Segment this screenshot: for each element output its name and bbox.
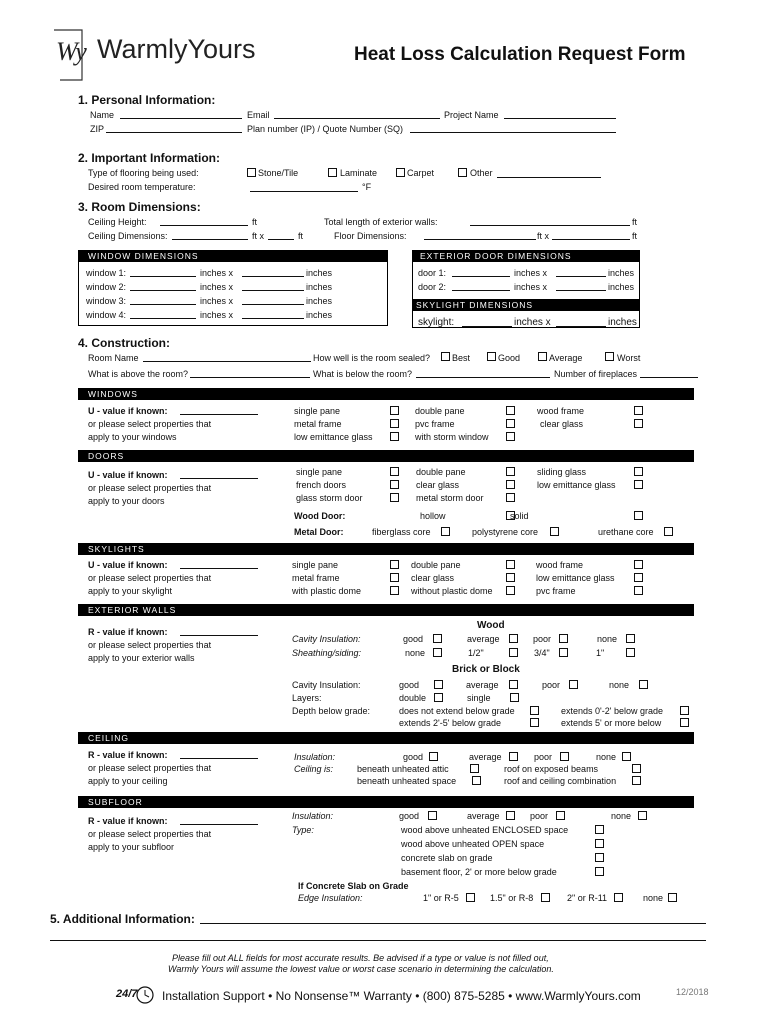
note-line-2: Warmly Yours will assume the lowest value or worst case scenario in determining the calculation. bbox=[168, 964, 554, 974]
form-title: Heat Loss Calculation Request Form bbox=[354, 44, 686, 65]
email-label: Email bbox=[247, 110, 270, 120]
above-field[interactable] bbox=[190, 377, 310, 378]
skylight-option-label: wood frame bbox=[536, 560, 584, 570]
ft-unit: ft bbox=[252, 217, 258, 227]
ceil-none-checkbox[interactable] bbox=[622, 752, 631, 761]
window-dim-label: window 3: bbox=[86, 296, 127, 306]
windows-option-checkbox[interactable] bbox=[390, 419, 399, 428]
windows-option-checkbox[interactable] bbox=[390, 432, 399, 441]
noext-label: does not extend below grade bbox=[399, 706, 515, 716]
window-dim-a-field[interactable] bbox=[130, 276, 196, 277]
windows-option-label: double pane bbox=[415, 406, 465, 416]
doors-option-checkbox[interactable] bbox=[390, 480, 399, 489]
skylight-option-checkbox[interactable] bbox=[506, 573, 515, 582]
sheath-one-checkbox[interactable] bbox=[626, 648, 635, 657]
doors-option-checkbox[interactable] bbox=[634, 467, 643, 476]
skylight-option-label: pvc frame bbox=[536, 586, 576, 596]
window-dim-label: window 1: bbox=[86, 268, 127, 278]
section-personal-heading: 1. Personal Information: bbox=[78, 93, 216, 107]
name-field[interactable] bbox=[120, 118, 242, 119]
windows-value-field[interactable] bbox=[180, 414, 258, 415]
walls-select-label: or please select properties that bbox=[88, 640, 212, 650]
average-label: Average bbox=[549, 353, 583, 363]
e5-label: extends 5' or more below bbox=[561, 718, 662, 728]
flooring-label: Type of flooring being used: bbox=[88, 168, 199, 178]
laminate-label: Laminate bbox=[340, 168, 378, 178]
brick-average-checkbox[interactable] bbox=[509, 680, 518, 689]
logo-mark bbox=[50, 26, 96, 84]
ceiling-value-field[interactable] bbox=[180, 758, 258, 759]
skylight-value-field[interactable] bbox=[180, 568, 258, 569]
windows-option-label: pvc frame bbox=[415, 419, 455, 429]
doors-option-checkbox[interactable] bbox=[390, 493, 399, 502]
ceiling-is-label: Ceiling is: bbox=[294, 764, 334, 774]
walls-value-field[interactable] bbox=[180, 635, 258, 636]
r5-checkbox[interactable] bbox=[466, 893, 475, 902]
open-checkbox[interactable] bbox=[595, 839, 604, 848]
brick-good-checkbox[interactable] bbox=[434, 680, 443, 689]
space-label: beneath unheated space bbox=[357, 776, 457, 786]
best-checkbox[interactable] bbox=[441, 352, 450, 361]
windows-option-label: single pane bbox=[294, 406, 341, 416]
e02-label: extends 0'-2' below grade bbox=[561, 706, 664, 716]
attic-label: beneath unheated attic bbox=[357, 764, 449, 774]
wood-heading: Wood bbox=[477, 620, 505, 631]
other-checkbox[interactable] bbox=[458, 168, 467, 177]
average-checkbox[interactable] bbox=[538, 352, 547, 361]
ceiling-height-field[interactable] bbox=[160, 225, 248, 226]
ceiling-height-label: Ceiling Height: bbox=[88, 217, 147, 227]
subfloor-value-label: R - value if known: bbox=[88, 816, 168, 826]
ceiling-insulation-label: Insulation: bbox=[294, 752, 336, 762]
window-dim-a-field[interactable] bbox=[130, 290, 196, 291]
ceil-average-checkbox[interactable] bbox=[509, 752, 518, 761]
windows-option-checkbox[interactable] bbox=[506, 419, 515, 428]
sheath-none-checkbox[interactable] bbox=[433, 648, 442, 657]
sheath-half-label: 1/2" bbox=[468, 648, 484, 658]
inx-unit: inches x bbox=[200, 268, 234, 278]
r11-label: 2" or R-11 bbox=[567, 893, 608, 903]
window-dim-b-field[interactable] bbox=[242, 290, 304, 291]
laminate-checkbox[interactable] bbox=[328, 168, 337, 177]
skylight-option-checkbox[interactable] bbox=[506, 586, 515, 595]
sub-none-label: none bbox=[611, 811, 632, 821]
ceiling-apply-label: apply to your ceiling bbox=[88, 776, 168, 786]
sub-poor-label: poor bbox=[530, 811, 549, 821]
ft-unit: ft bbox=[298, 231, 304, 241]
temp-label: Desired room temperature: bbox=[88, 182, 196, 192]
inches-unit: inches bbox=[608, 268, 635, 278]
double-label: double bbox=[399, 693, 427, 703]
inches-unit: inches bbox=[608, 282, 635, 292]
inx-unit: inches x bbox=[514, 282, 548, 292]
ceiling-dim-b-field[interactable] bbox=[268, 239, 294, 240]
floor-dim-label: Floor Dimensions: bbox=[334, 231, 407, 241]
subfloor-value-field[interactable] bbox=[180, 824, 258, 825]
project-field[interactable] bbox=[504, 118, 616, 119]
inx-unit: inches x bbox=[200, 282, 234, 292]
subfloor-bar: SUBFLOOR bbox=[78, 796, 694, 808]
skylight-option-checkbox[interactable] bbox=[634, 560, 643, 569]
edge-none-checkbox[interactable] bbox=[668, 893, 677, 902]
attic-checkbox[interactable] bbox=[470, 764, 479, 773]
single-checkbox[interactable] bbox=[510, 693, 519, 702]
r11-checkbox[interactable] bbox=[614, 893, 623, 902]
brick-poor-label: poor bbox=[542, 680, 561, 690]
sheath-none-label: none bbox=[405, 648, 426, 658]
windows-option-label: metal frame bbox=[294, 419, 342, 429]
skylight-value-label: U - value if known: bbox=[88, 560, 168, 570]
hollow-label: hollow bbox=[420, 511, 446, 521]
windows-option-checkbox[interactable] bbox=[506, 432, 515, 441]
brick-good-label: good bbox=[399, 680, 420, 690]
sheath-half-checkbox[interactable] bbox=[509, 648, 518, 657]
doors-option-label: sliding glass bbox=[537, 467, 587, 477]
roof-checkbox[interactable] bbox=[632, 764, 641, 773]
doors-option-label: single pane bbox=[296, 467, 343, 477]
skylight-option-label: clear glass bbox=[411, 573, 455, 583]
windows-option-checkbox[interactable] bbox=[634, 419, 643, 428]
r8-checkbox[interactable] bbox=[541, 893, 550, 902]
windows-select-label: or please select properties that bbox=[88, 419, 212, 429]
combo-label: roof and ceiling combination bbox=[504, 776, 617, 786]
good-label: Good bbox=[498, 353, 521, 363]
brick-average-label: average bbox=[466, 680, 499, 690]
layers-label: Layers: bbox=[292, 693, 322, 703]
doors-option-label: glass storm door bbox=[296, 493, 363, 503]
sheathing-label: Sheathing/siding: bbox=[292, 648, 362, 658]
e25-label: extends 2'-5' below grade bbox=[399, 718, 502, 728]
above-label: What is above the room? bbox=[88, 369, 189, 379]
inches-unit: inches bbox=[306, 282, 333, 292]
wall-none-label: none bbox=[597, 634, 618, 644]
skylight-select-label: or please select properties that bbox=[88, 573, 212, 583]
skylight-option-label: metal frame bbox=[292, 573, 340, 583]
e02-checkbox[interactable] bbox=[680, 706, 689, 715]
floor-dim-b-field[interactable] bbox=[552, 239, 630, 240]
section-construction-heading: 4. Construction: bbox=[78, 336, 170, 350]
other-field[interactable] bbox=[497, 177, 601, 178]
windows-option-label: wood frame bbox=[537, 406, 585, 416]
slab-label: concrete slab on grade bbox=[401, 853, 493, 863]
fireplaces-field[interactable] bbox=[640, 377, 698, 378]
brick-none-label: none bbox=[609, 680, 630, 690]
skylight-option-label: without plastic dome bbox=[411, 586, 493, 596]
footer-contact: Installation Support • No Nonsense™ Warranty • (800) 875-5285 • www.WarmlyYours.com bbox=[162, 989, 641, 1003]
wall-good-checkbox[interactable] bbox=[433, 634, 442, 643]
windows-option-label: clear glass bbox=[540, 419, 584, 429]
good-checkbox[interactable] bbox=[487, 352, 496, 361]
noext-checkbox[interactable] bbox=[530, 706, 539, 715]
carpet-label: Carpet bbox=[407, 168, 435, 178]
worst-label: Worst bbox=[617, 353, 641, 363]
inches-unit: inches bbox=[306, 296, 333, 306]
depth-label: Depth below grade: bbox=[292, 706, 371, 716]
slab-checkbox[interactable] bbox=[595, 853, 604, 862]
window-dim-label: window 4: bbox=[86, 310, 127, 320]
subfloor-select-label: or please select properties that bbox=[88, 829, 212, 839]
doors-option-label: low emittance glass bbox=[537, 480, 616, 490]
ceil-good-label: good bbox=[403, 752, 424, 762]
inx-unit: inches x bbox=[514, 317, 551, 328]
sub-type-label: Type: bbox=[292, 825, 314, 835]
enclosed-checkbox[interactable] bbox=[595, 825, 604, 834]
windows-value-label: U - value if known: bbox=[88, 406, 168, 416]
section-important-heading: 2. Important Information: bbox=[78, 151, 220, 165]
below-field[interactable] bbox=[416, 377, 550, 378]
carpet-checkbox[interactable] bbox=[396, 168, 405, 177]
window-dim-a-field[interactable] bbox=[130, 318, 196, 319]
skylight-option-checkbox[interactable] bbox=[390, 560, 399, 569]
windows-option-checkbox[interactable] bbox=[390, 406, 399, 415]
other-label: Other bbox=[470, 168, 493, 178]
skylights-bar: SKYLIGHTS bbox=[78, 543, 694, 555]
polystyrene-checkbox[interactable] bbox=[550, 527, 559, 536]
basement-label: basement floor, 2' or more below grade bbox=[401, 867, 557, 877]
sub-none-checkbox[interactable] bbox=[638, 811, 647, 820]
polystyrene-label: polystyrene core bbox=[472, 527, 539, 537]
wood-door-label: Wood Door: bbox=[294, 511, 346, 521]
brick-none-checkbox[interactable] bbox=[639, 680, 648, 689]
ext-walls-label: Total length of exterior walls: bbox=[324, 217, 438, 227]
sub-poor-checkbox[interactable] bbox=[556, 811, 565, 820]
edge-none-label: none bbox=[643, 893, 664, 903]
note-line-1: Please fill out ALL fields for most accurate results. Be advised if a type or value is not filled out, bbox=[172, 953, 549, 963]
doors-option-label: double pane bbox=[416, 467, 466, 477]
clock-icon bbox=[135, 985, 155, 1005]
wall-average-label: average bbox=[467, 634, 500, 644]
svg-text:Wy: Wy bbox=[56, 37, 87, 66]
walls-value-label: R - value if known: bbox=[88, 627, 168, 637]
space-checkbox[interactable] bbox=[472, 776, 481, 785]
doors-select-label: or please select properties that bbox=[88, 483, 212, 493]
e5-checkbox[interactable] bbox=[680, 718, 689, 727]
ceiling-bar: CEILING bbox=[78, 732, 694, 744]
section-additional-heading: 5. Additional Information: bbox=[50, 912, 195, 926]
skylight-option-checkbox[interactable] bbox=[506, 560, 515, 569]
skylight-dimensions-bar: SKYLIGHT DIMENSIONS bbox=[412, 299, 640, 311]
room-name-label: Room Name bbox=[88, 353, 139, 363]
support-badge: 24/7 bbox=[116, 988, 138, 1000]
doors-apply-label: apply to your doors bbox=[88, 496, 165, 506]
ceiling-select-label: or please select properties that bbox=[88, 763, 212, 773]
exterior-walls-bar: EXTERIOR WALLS bbox=[78, 604, 694, 616]
stone-checkbox[interactable] bbox=[247, 168, 256, 177]
revision-date: 12/2018 bbox=[676, 987, 709, 997]
ceil-poor-label: poor bbox=[534, 752, 553, 762]
brand-name: WarmlyYours bbox=[97, 34, 256, 64]
name-label: Name bbox=[90, 110, 115, 120]
wall-poor-checkbox[interactable] bbox=[559, 634, 568, 643]
skylight-dim-a-field[interactable] bbox=[462, 326, 512, 327]
window-dim-a-field[interactable] bbox=[130, 304, 196, 305]
skylight-option-label: with plastic dome bbox=[292, 586, 362, 596]
windows-bar: WINDOWS bbox=[78, 388, 694, 400]
deg-label: °F bbox=[362, 182, 372, 192]
urethane-checkbox[interactable] bbox=[664, 527, 673, 536]
ifslab-label: If Concrete Slab on Grade bbox=[298, 881, 409, 891]
inches-unit: inches bbox=[306, 310, 333, 320]
skylight-dim-b-field[interactable] bbox=[556, 326, 606, 327]
windows-option-checkbox[interactable] bbox=[634, 406, 643, 415]
inches-unit: inches bbox=[306, 268, 333, 278]
zip-label: ZIP bbox=[90, 124, 105, 134]
section-room-heading: 3. Room Dimensions: bbox=[78, 200, 201, 214]
stone-label: Stone/Tile bbox=[258, 168, 299, 178]
door-dim-label: door 1: bbox=[418, 268, 447, 278]
open-label: wood above unheated OPEN space bbox=[401, 839, 545, 849]
solid-label: solid bbox=[510, 511, 529, 521]
fiberglass-checkbox[interactable] bbox=[441, 527, 450, 536]
combo-checkbox[interactable] bbox=[632, 776, 641, 785]
ftx-unit: ft x bbox=[537, 231, 550, 241]
plan-field[interactable] bbox=[410, 132, 616, 133]
wall-good-label: good bbox=[403, 634, 424, 644]
sheath-tq-checkbox[interactable] bbox=[559, 648, 568, 657]
door-dim-label: door 2: bbox=[418, 282, 447, 292]
ceiling-value-label: R - value if known: bbox=[88, 750, 168, 760]
doors-option-label: clear glass bbox=[416, 480, 460, 490]
skylight-apply-label: apply to your skylight bbox=[88, 586, 173, 596]
roof-label: roof on exposed beams bbox=[504, 764, 599, 774]
sheath-one-label: 1" bbox=[596, 648, 605, 658]
room-name-field[interactable] bbox=[143, 361, 311, 362]
doors-value-label: U - value if known: bbox=[88, 470, 168, 480]
sealed-label: How well is the room sealed? bbox=[313, 353, 431, 363]
fiberglass-label: fiberglass core bbox=[372, 527, 431, 537]
sub-good-checkbox[interactable] bbox=[428, 811, 437, 820]
window-dim-b-field[interactable] bbox=[242, 304, 304, 305]
door-dim-b-field[interactable] bbox=[556, 276, 606, 277]
skylight-option-checkbox[interactable] bbox=[390, 586, 399, 595]
inches-unit: inches bbox=[608, 317, 637, 328]
wall-average-checkbox[interactable] bbox=[509, 634, 518, 643]
cavity-label: Cavity Insulation: bbox=[292, 634, 361, 644]
doors-option-checkbox[interactable] bbox=[506, 493, 515, 502]
below-label: What is below the room? bbox=[313, 369, 413, 379]
door-dim-b-field[interactable] bbox=[556, 290, 606, 291]
urethane-label: urethane core bbox=[598, 527, 654, 537]
e25-checkbox[interactable] bbox=[530, 718, 539, 727]
doors-option-checkbox[interactable] bbox=[506, 480, 515, 489]
ft-unit: ft bbox=[632, 217, 638, 227]
project-label: Project Name bbox=[444, 110, 499, 120]
doors-option-checkbox[interactable] bbox=[506, 467, 515, 476]
walls-apply-label: apply to your exterior walls bbox=[88, 653, 195, 663]
sub-good-label: good bbox=[399, 811, 420, 821]
ceil-average-label: average bbox=[469, 752, 502, 762]
doors-bar: DOORS bbox=[78, 450, 694, 462]
skylight-option-checkbox[interactable] bbox=[634, 573, 643, 582]
doors-value-field[interactable] bbox=[180, 478, 258, 479]
windows-option-checkbox[interactable] bbox=[506, 406, 515, 415]
window-dim-b-field[interactable] bbox=[242, 318, 304, 319]
zip-field[interactable] bbox=[106, 132, 242, 133]
double-checkbox[interactable] bbox=[434, 693, 443, 702]
ceil-none-label: none bbox=[596, 752, 617, 762]
r5-label: 1" or R-5 bbox=[423, 893, 459, 903]
floor-dim-a-field[interactable] bbox=[424, 239, 536, 240]
sub-average-checkbox[interactable] bbox=[506, 811, 515, 820]
skylight-option-label: double pane bbox=[411, 560, 461, 570]
ft-unit: ft bbox=[632, 231, 638, 241]
r8-label: 1.5" or R-8 bbox=[490, 893, 534, 903]
wall-poor-label: poor bbox=[533, 634, 552, 644]
basement-checkbox[interactable] bbox=[595, 867, 604, 876]
window-dim-b-field[interactable] bbox=[242, 276, 304, 277]
brick-poor-checkbox[interactable] bbox=[569, 680, 578, 689]
skylight-option-checkbox[interactable] bbox=[390, 573, 399, 582]
wall-none-checkbox[interactable] bbox=[626, 634, 635, 643]
inx-unit: inches x bbox=[200, 310, 234, 320]
doors-option-label: french doors bbox=[296, 480, 347, 490]
doors-option-label: metal storm door bbox=[416, 493, 484, 503]
best-label: Best bbox=[452, 353, 471, 363]
enclosed-label: wood above unheated ENCLOSED space bbox=[401, 825, 569, 835]
skylight-dim-label: skylight: bbox=[418, 317, 455, 328]
additional-field-1[interactable] bbox=[200, 923, 706, 924]
ceiling-dim-a-field[interactable] bbox=[172, 239, 248, 240]
worst-checkbox[interactable] bbox=[605, 352, 614, 361]
doors-option-checkbox[interactable] bbox=[634, 480, 643, 489]
email-field[interactable] bbox=[274, 118, 440, 119]
brick-heading: Brick or Block bbox=[452, 664, 520, 675]
door-dim-a-field[interactable] bbox=[452, 276, 510, 277]
edge-label: Edge Insulation: bbox=[298, 893, 363, 903]
window-dimensions-bar: WINDOW DIMENSIONS bbox=[78, 250, 388, 262]
temp-field[interactable] bbox=[250, 191, 358, 192]
additional-field-2[interactable] bbox=[50, 940, 706, 941]
single-label: single bbox=[467, 693, 491, 703]
sub-average-label: average bbox=[467, 811, 500, 821]
sheath-tq-label: 3/4" bbox=[534, 648, 550, 658]
ceiling-dim-label: Ceiling Dimensions: bbox=[88, 231, 168, 241]
skylight-option-label: low emittance glass bbox=[536, 573, 615, 583]
ceil-poor-checkbox[interactable] bbox=[560, 752, 569, 761]
skylight-option-checkbox[interactable] bbox=[634, 586, 643, 595]
brick-cavity-label: Cavity Insulation: bbox=[292, 680, 361, 690]
ext-walls-field[interactable] bbox=[470, 225, 630, 226]
windows-option-label: with storm window bbox=[415, 432, 489, 442]
fireplaces-label: Number of fireplaces bbox=[554, 369, 638, 379]
inx-unit: inches x bbox=[514, 268, 548, 278]
plan-label: Plan number (IP) / Quote Number (SQ) bbox=[247, 124, 404, 134]
door-dim-a-field[interactable] bbox=[452, 290, 510, 291]
window-dim-label: window 2: bbox=[86, 282, 127, 292]
doors-option-checkbox[interactable] bbox=[390, 467, 399, 476]
ceil-good-checkbox[interactable] bbox=[429, 752, 438, 761]
subfloor-apply-label: apply to your subfloor bbox=[88, 842, 175, 852]
inx-unit: inches x bbox=[200, 296, 234, 306]
sub-insulation-label: Insulation: bbox=[292, 811, 334, 821]
door-dimensions-bar: EXTERIOR DOOR DIMENSIONS bbox=[412, 250, 640, 262]
skylight-option-label: single pane bbox=[292, 560, 339, 570]
windows-apply-label: apply to your windows bbox=[88, 432, 177, 442]
solid-checkbox[interactable] bbox=[634, 511, 643, 520]
ftx-unit: ft x bbox=[252, 231, 265, 241]
metal-door-label: Metal Door: bbox=[294, 527, 344, 537]
windows-option-label: low emittance glass bbox=[294, 432, 373, 442]
